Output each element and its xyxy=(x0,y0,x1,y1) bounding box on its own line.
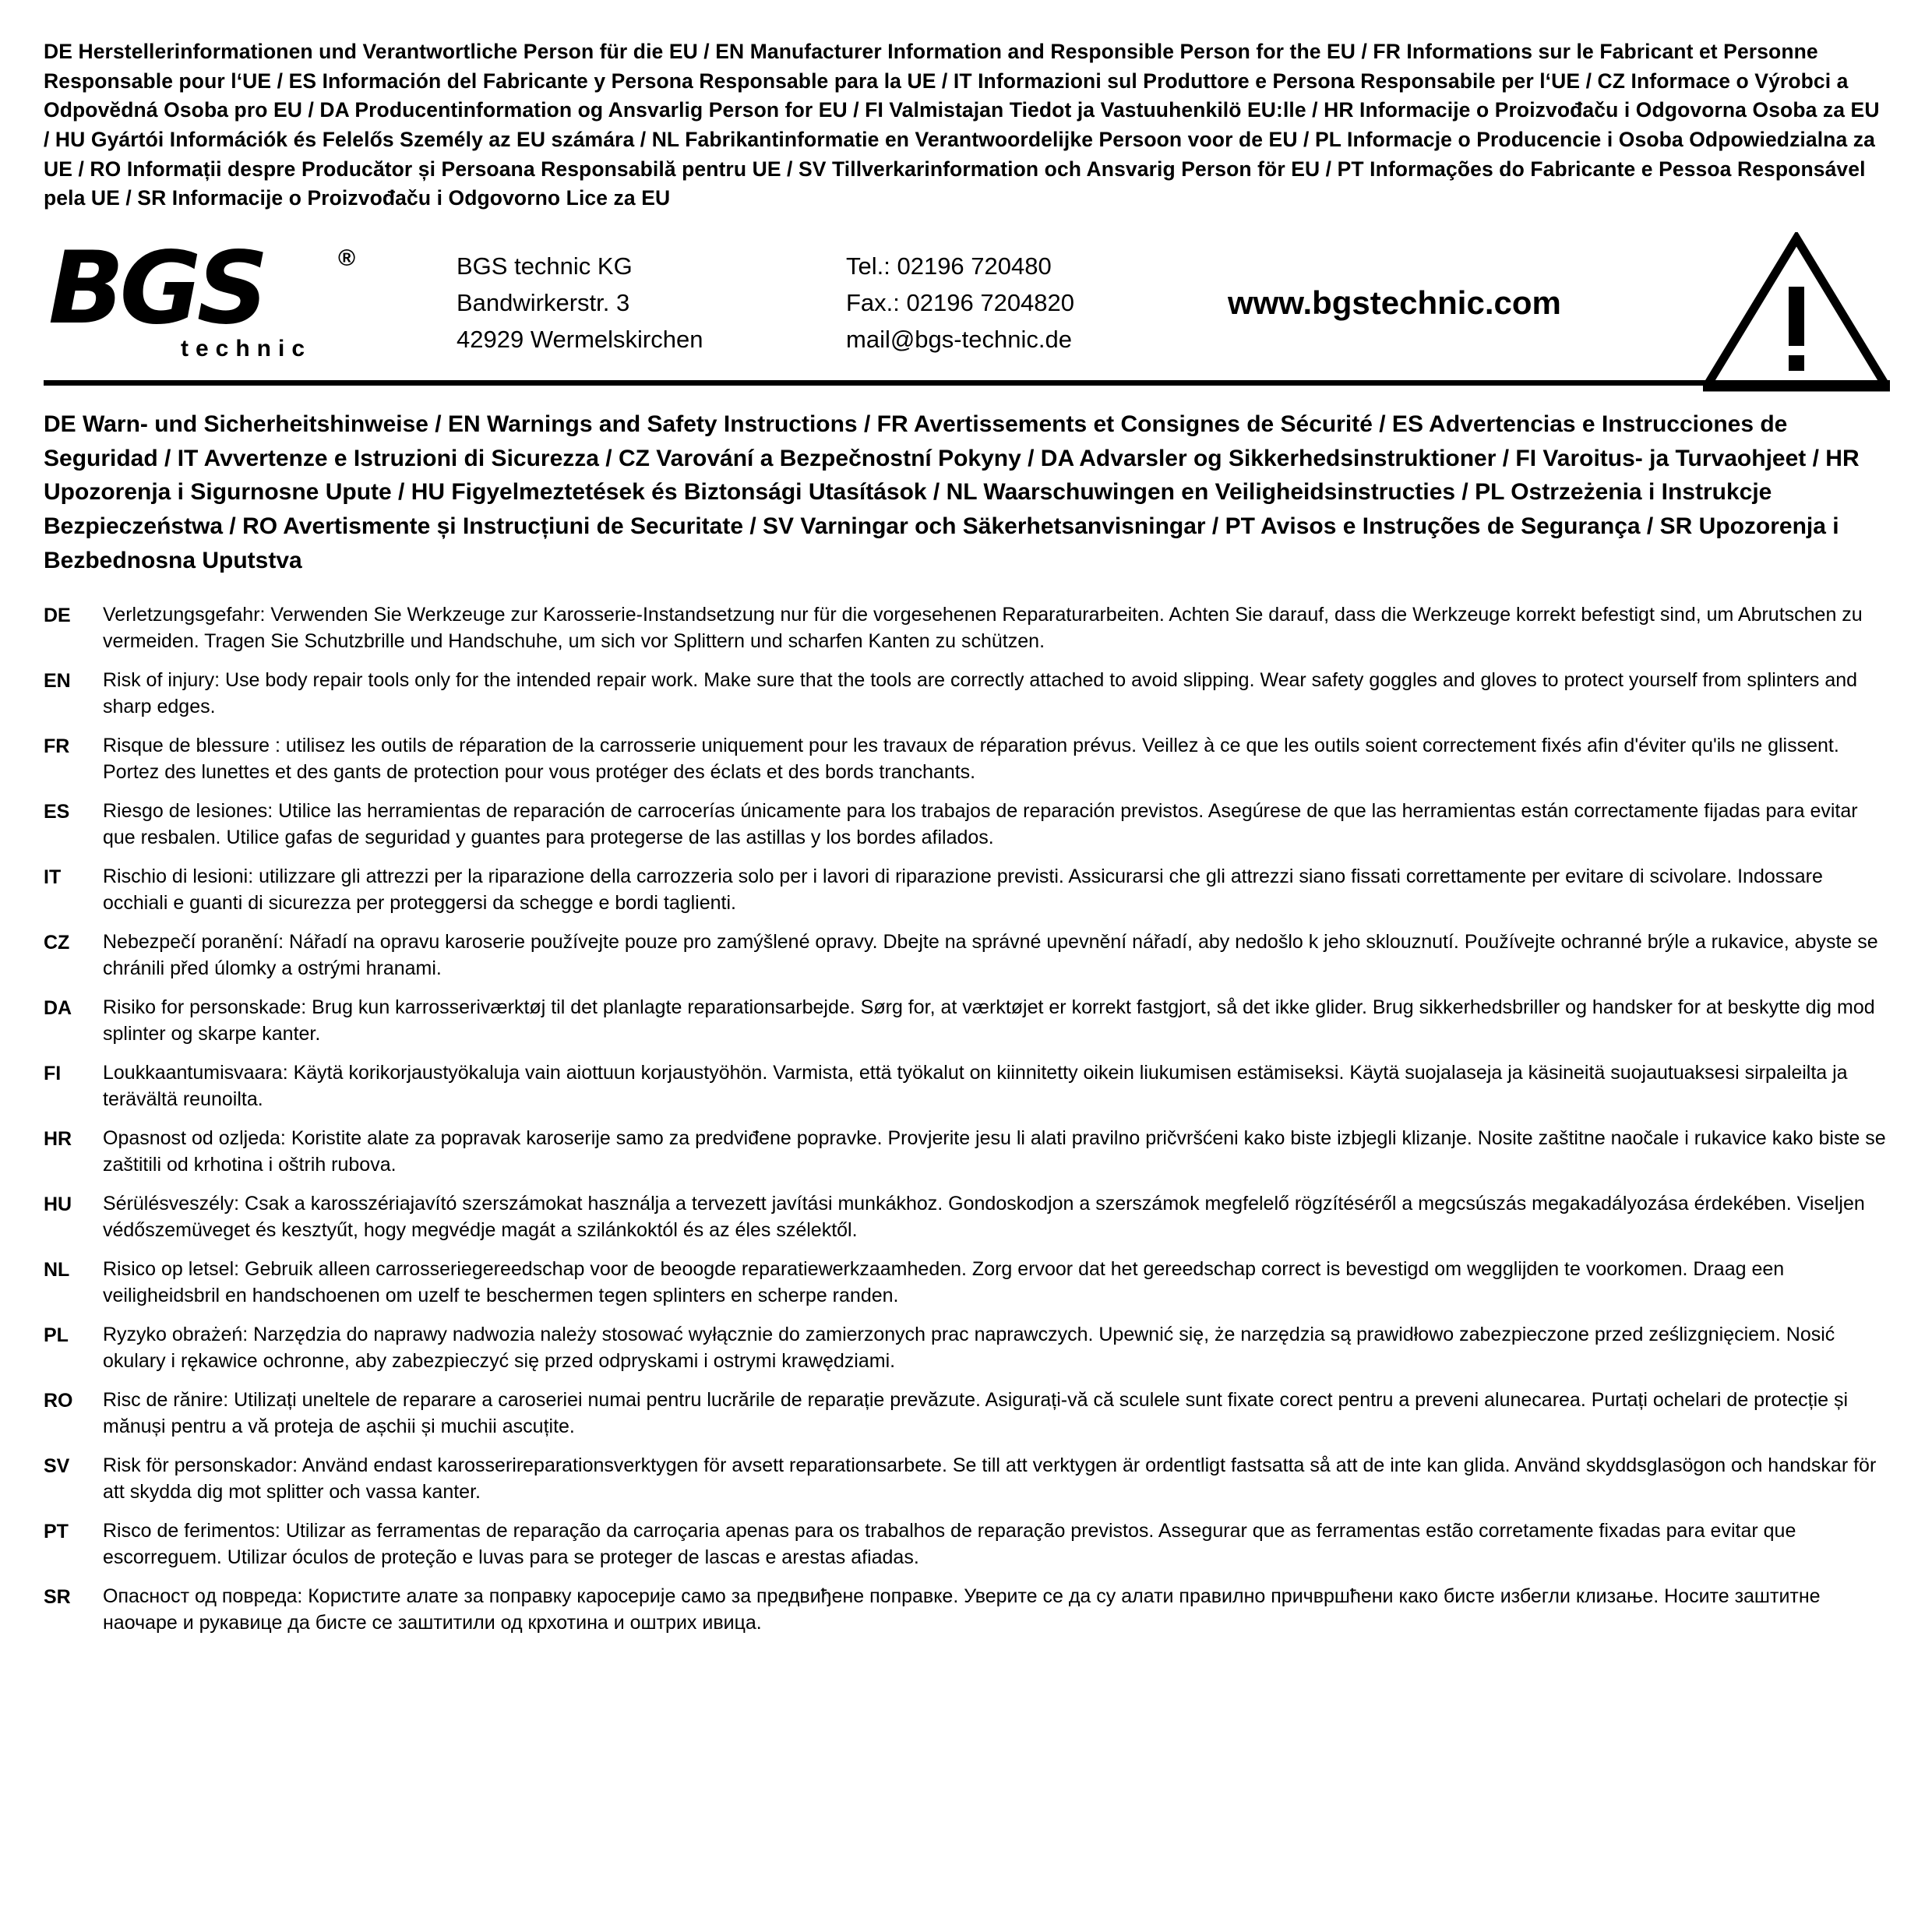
language-code: HU xyxy=(44,1193,72,1215)
language-code: DE xyxy=(44,604,71,626)
company-contact xyxy=(846,248,1189,358)
safety-section-heading: DE Warn- und Sicherheitshinweise / EN Warnings and Safety Instructions / FR Avertissements et Consignes de Sécurité / ES Advertencias e Instrucciones de Seguridad / IT Avvertenze e Istruzioni di Sicurezza / CZ Varování a Bezpečnostní Pokyny / DA Advarsler og Sikkerhedsinstruktioner / FI Varoitus- ja Turvaohjeet / HR Upozorenja i Sigurnosne Upute / HU Figyelmeztetések és Biztonsági Utasítások / NL Waarschuwingen en Veiligheidsinstructies / PL Ostrzeżenia i Instrukcje Bezpieczeństwa / RO Avertismente și Instrucțiuni de Securitate / SV Varningar och Säkerhetsanvisningar / PT Avisos e Instruções de Segurança / SR Upozorenja i Bezbednosna Uputstva xyxy=(44,411,1860,573)
registered-trademark-icon: ® xyxy=(338,245,356,272)
language-text: Risico op letsel: Gebruik alleen carrosseriegereedschap voor de beoogde reparatiewerkzaamheden. Zorg ervoor dat het gereedschap correct is bevestigd om wegglijden te voorkomen. Draag een veiligheidsbril en handschoenen om uzelf te beschermen tegen splinters en scherpe randen. xyxy=(103,1257,1785,1307)
language-code: HR xyxy=(44,1127,72,1150)
list-item xyxy=(44,1256,1890,1310)
language-text: Risc de rănire: Utilizați uneltele de reparare a caroseriei numai pentru lucrările de reparație prevăzute. Asigurați-vă că sculele sunt fixate corect pentru a preveni alunecarea. Purtați ochelari de protecție și mănuși pentru a vă proteja de așchii și muchii ascuțite. xyxy=(103,1388,1849,1438)
language-code: SR xyxy=(44,1585,71,1608)
language-code: DA xyxy=(44,996,72,1019)
language-code: CZ xyxy=(44,931,70,954)
language-code: RO xyxy=(44,1389,73,1412)
safety-instructions-list xyxy=(44,601,1890,1637)
list-item xyxy=(44,1190,1890,1244)
language-text: Ryzyko obrażeń: Narzędzia do naprawy nadwozia należy stosować wyłącznie do zamierzonych prac naprawczych. Upewnić się, że narzędzia są prawidłowo zabezpieczone przed ześlizgnięciem. Nosić okulary i rękawice ochronne, aby zabezpieczyć się przed odpryskami i ostrymi krawędziami. xyxy=(103,1323,1835,1373)
language-code: FI xyxy=(44,1062,62,1084)
language-text: Rischio di lesioni: utilizzare gli attrezzi per la riparazione della carrozzeria solo per i lavori di riparazione previsti. Assicurarsi che gli attrezzi siano fissati correttamente per evitare di scivolare. Indossare occhiali e guanti di sicurezza per proteggersi da schegge e bordi taglienti. xyxy=(103,865,1823,915)
language-text: Sérülésveszély: Csak a karosszériajavító szerszámokat használja a tervezett javítási munkákhoz. Gondoskodjon a szerszámok megfelelő rögzítéséről a megcsúszás megakadályozása érdekében. Viseljen védőszemüveget és kesztyűt, hogy megvédje magát a szilánkoktól és az éles szélektől. xyxy=(103,1192,1865,1242)
list-item xyxy=(44,1125,1890,1179)
list-item xyxy=(44,601,1890,655)
list-item xyxy=(44,1452,1890,1506)
bgs-logo xyxy=(44,231,356,371)
language-text: Risiko for personskade: Brug kun karrosseriværktøj til det planlagte reparationsarbejde. Sørg for, at værktøjet er korrekt fastgjort, så det ikke glider. Brug sikkerhedsbriller og handsker for at beskytte dig mod splinter og skarpe kanter. xyxy=(103,996,1875,1045)
language-text: Riesgo de lesiones: Utilice las herramientas de reparación de carrocerías únicamente para los trabajos de reparación previstos. Asegúrese de que las herramientas están correctamente fijadas para evitar que resbalen. Utilice gafas de seguridad y guantes para protegerse de las astillas y los bordes afilados. xyxy=(103,799,1858,849)
list-item xyxy=(44,732,1890,786)
list-item xyxy=(44,1518,1890,1571)
list-item xyxy=(44,1583,1890,1637)
language-code: ES xyxy=(44,800,70,823)
company-address xyxy=(457,248,846,358)
language-text: Risk för personskador: Använd endast karosserireparationsverktygen för avsett reparationsarbete. Se till att verktygen är ordentligt fastsatta så att de inte kan glida. Använd skyddsglasögon och handskar för att skydda dig mot splitter och vassa kanter. xyxy=(103,1454,1877,1504)
list-item xyxy=(44,798,1890,851)
warning-triangle-icon xyxy=(1703,232,1890,392)
logo-subtext: technic xyxy=(181,336,312,362)
company-city: 42929 Wermelskirchen xyxy=(457,326,703,354)
list-item xyxy=(44,1387,1890,1440)
list-item xyxy=(44,1321,1890,1375)
page-title: DE Herstellerinformationen und Verantwortliche Person für die EU / EN Manufacturer Information and Responsible Person for the EU / FR Informations sur le Fabricant et Personne Responsable pour l‘UE / ES Información del Fabricante y Persona Responsable para la UE / IT Informazioni sul Produttore e Persona Responsabile per l‘UE / CZ Informace o Výrobci a Odpovĕdná Osoba pro EU / DA Producentinformation og Ansvarlig Person for EU / FI Valmistajan Tiedot ja Vastuuhenkilö EU:lle / HR Informacije o Proizvođaču i Odgovorna Osoba za EU / HU Gyártói Információk és Felelős Személy az EU számára / NL Fabrikantinformatie en Verantwoordelijke Persoon voor de EU / PL Informacje o Producencie i Osoba Odpowiedzialna za UE / RO Informații despre Producător și Persoana Responsabilă pentru UE / SV Tillverkarinformation och Ansvarig Person för EU / PT Informações do Fabricante e Pessoa Responsável pela UE / SR Informacije o Proizvođaču i Odgovorno Lice za EU xyxy=(44,40,1880,210)
company-header-band xyxy=(44,226,1890,386)
language-code: IT xyxy=(44,866,62,888)
company-tel: Tel.: 02196 720480 xyxy=(846,252,1052,280)
list-item xyxy=(44,1059,1890,1113)
language-text: Verletzungsgefahr: Verwenden Sie Werkzeuge zur Karosserie-Instandsetzung nur für die vorgesehenen Reparaturarbeiten. Achten Sie darauf, dass die Werkzeuge korrekt befestigt sind, um Abrutschen zu vermeiden. Tragen Sie Schutzbrille und Handschuhe, um sich vor Splittern und scharfen Kanten zu schützen. xyxy=(103,603,1863,653)
language-text: Опасност од повреда: Користите алате за поправку каросерије само за предвиђене поправке. Уверите се да су алати правилно причвршћени како бисте избегли клизање. Носите заштитне наочаре и рукавице да бисте се заштитили од крхотина и оштрих ивица. xyxy=(103,1585,1821,1634)
language-code: PT xyxy=(44,1520,69,1542)
language-code: NL xyxy=(44,1258,70,1281)
list-item xyxy=(44,863,1890,917)
company-name: BGS technic KG xyxy=(457,252,633,280)
company-street: Bandwirkerstr. 3 xyxy=(457,289,630,317)
language-code: EN xyxy=(44,669,71,692)
list-item xyxy=(44,994,1890,1048)
language-text: Risco de ferimentos: Utilizar as ferramentas de reparação da carroçaria apenas para os trabalhos de reparação previstos. Assegurar que as ferramentas estão corretamente fixadas para evitar que escorreguem. Utilizar óculos de proteção e luvas para se proteger de lascas e arestas afiadas. xyxy=(103,1519,1796,1569)
logo-wordmark: BGS xyxy=(48,231,264,347)
language-text: Risque de blessure : utilisez les outils de réparation de la carrosserie uniquement pour les travaux de réparation prévus. Veillez à ce que les outils soient correctement fixés afin d'éviter qu'ils ne glissent. Portez des lunettes et des gants de protection pour vous protéger des éclats et des bords tranchants. xyxy=(103,734,1839,784)
language-code: FR xyxy=(44,735,70,757)
language-code: SV xyxy=(44,1454,70,1477)
company-website[interactable]: www.bgstechnic.com xyxy=(1228,284,1561,321)
list-item xyxy=(44,929,1890,982)
language-text: Opasnost od ozljeda: Koristite alate za popravak karoserije samo za predviđene popravke. Provjerite jesu li alati pravilno pričvršćeni kako biste izbjegli klizanje. Nosite zaštitne naočale i rukavice kako biste se zaštitili od krhotina i oštrih rubova. xyxy=(103,1126,1886,1176)
language-text: Risk of injury: Use body repair tools only for the intended repair work. Make sure that the tools are correctly attached to avoid slipping. Wear safety goggles and gloves to protect yourself from splinters and sharp edges. xyxy=(103,668,1858,718)
language-text: Nebezpečí poranění: Nářadí na opravu karoserie používejte pouze pro zamýšlené opravy. Dbejte na správné upevnění nářadí, aby nedošlo k jeho sklouznutí. Používejte ochranné brýle a rukavice, abyste se chránili před úlomky a ostrými hranami. xyxy=(103,930,1878,980)
language-text: Loukkaantumisvaara: Käytä korikorjaustyökaluja vain aiottuun korjaustyöhön. Varmista, että työkalut on kiinnitetty oikein liukumisen estämiseksi. Käytä suojalaseja ja käsineitä suojautuaksesi sirpaleilta ja terävältä reunoilta. xyxy=(103,1061,1848,1111)
language-code: PL xyxy=(44,1324,69,1346)
company-email[interactable]: mail@bgs-technic.de xyxy=(846,326,1072,354)
list-item xyxy=(44,667,1890,721)
company-fax: Fax.: 02196 7204820 xyxy=(846,289,1075,317)
